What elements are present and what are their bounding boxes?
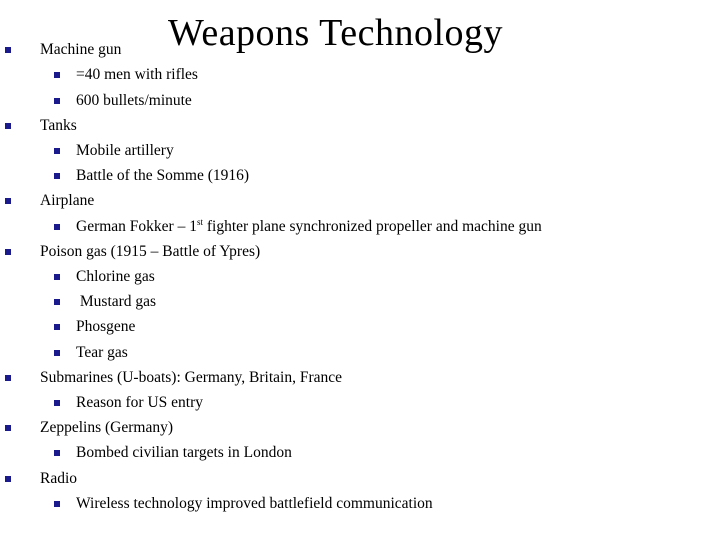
sub-item-text: Wireless technology improved battlefield communication xyxy=(76,495,433,512)
square-bullet-icon xyxy=(54,324,60,330)
item-label: Airplane xyxy=(40,192,95,209)
sub-item xyxy=(76,88,192,113)
item-machine-gun xyxy=(40,37,121,62)
item-label: Zeppelins (Germany) xyxy=(40,419,173,436)
sub-item xyxy=(76,163,249,188)
square-bullet-icon xyxy=(5,123,11,129)
item-poison-gas xyxy=(40,239,260,264)
square-bullet-icon xyxy=(54,224,60,230)
sub-item-text: Mustard gas xyxy=(76,293,157,310)
sub-item xyxy=(76,214,542,239)
square-bullet-icon xyxy=(54,274,60,280)
sub-item-text: Phosgene xyxy=(76,318,136,335)
sub-item xyxy=(76,138,174,163)
item-label: Submarines (U-boats): Germany, Britain, France xyxy=(40,369,343,386)
slide-title: Weapons Technology xyxy=(168,12,504,54)
square-bullet-icon xyxy=(54,299,60,305)
item-submarines xyxy=(40,365,342,390)
item-airplane xyxy=(40,188,94,213)
square-bullet-icon xyxy=(54,350,60,356)
sub-item xyxy=(76,264,155,289)
sub-item xyxy=(76,62,198,87)
sub-item-text: Chlorine gas xyxy=(76,268,155,285)
square-bullet-icon xyxy=(54,173,60,179)
sub-item xyxy=(76,314,135,339)
item-label: Radio xyxy=(40,470,78,487)
square-bullet-icon xyxy=(5,249,11,255)
sub-item-text: Bombed civilian targets in London xyxy=(76,444,292,461)
sub-item xyxy=(76,440,292,465)
square-bullet-icon xyxy=(54,72,60,78)
square-bullet-icon xyxy=(54,148,60,154)
sub-item-text: Reason for US entry xyxy=(76,394,203,411)
item-tanks xyxy=(40,113,77,138)
square-bullet-icon xyxy=(54,501,60,507)
square-bullet-icon xyxy=(5,476,11,482)
sub-item-text-pre: German Fokker – 1 xyxy=(76,218,197,235)
sub-item-text: =40 men with rifles xyxy=(76,66,198,83)
square-bullet-icon xyxy=(5,375,11,381)
sub-item-text-post: fighter plane synchronized propeller and machine gun xyxy=(202,218,542,235)
sub-item xyxy=(76,340,128,365)
sub-item xyxy=(76,491,433,516)
sub-item-text: Mobile artillery xyxy=(76,142,174,159)
item-label: Poison gas (1915 – Battle of Ypres) xyxy=(40,243,261,260)
sub-item-text: 600 bullets/minute xyxy=(76,92,192,109)
square-bullet-icon xyxy=(54,98,60,104)
item-label: Tanks xyxy=(40,117,77,134)
square-bullet-icon xyxy=(54,400,60,406)
item-zeppelins xyxy=(40,415,173,440)
square-bullet-icon xyxy=(54,450,60,456)
item-radio xyxy=(40,466,77,491)
sub-item-superscript: st xyxy=(196,217,203,227)
sub-item xyxy=(76,390,203,415)
square-bullet-icon xyxy=(5,198,11,204)
square-bullet-icon xyxy=(5,47,11,53)
sub-item-text: Battle of the Somme (1916) xyxy=(76,167,250,184)
sub-item xyxy=(76,289,156,314)
item-label: Machine gun xyxy=(40,41,122,58)
square-bullet-icon xyxy=(5,425,11,431)
sub-item-text: Tear gas xyxy=(76,344,128,361)
